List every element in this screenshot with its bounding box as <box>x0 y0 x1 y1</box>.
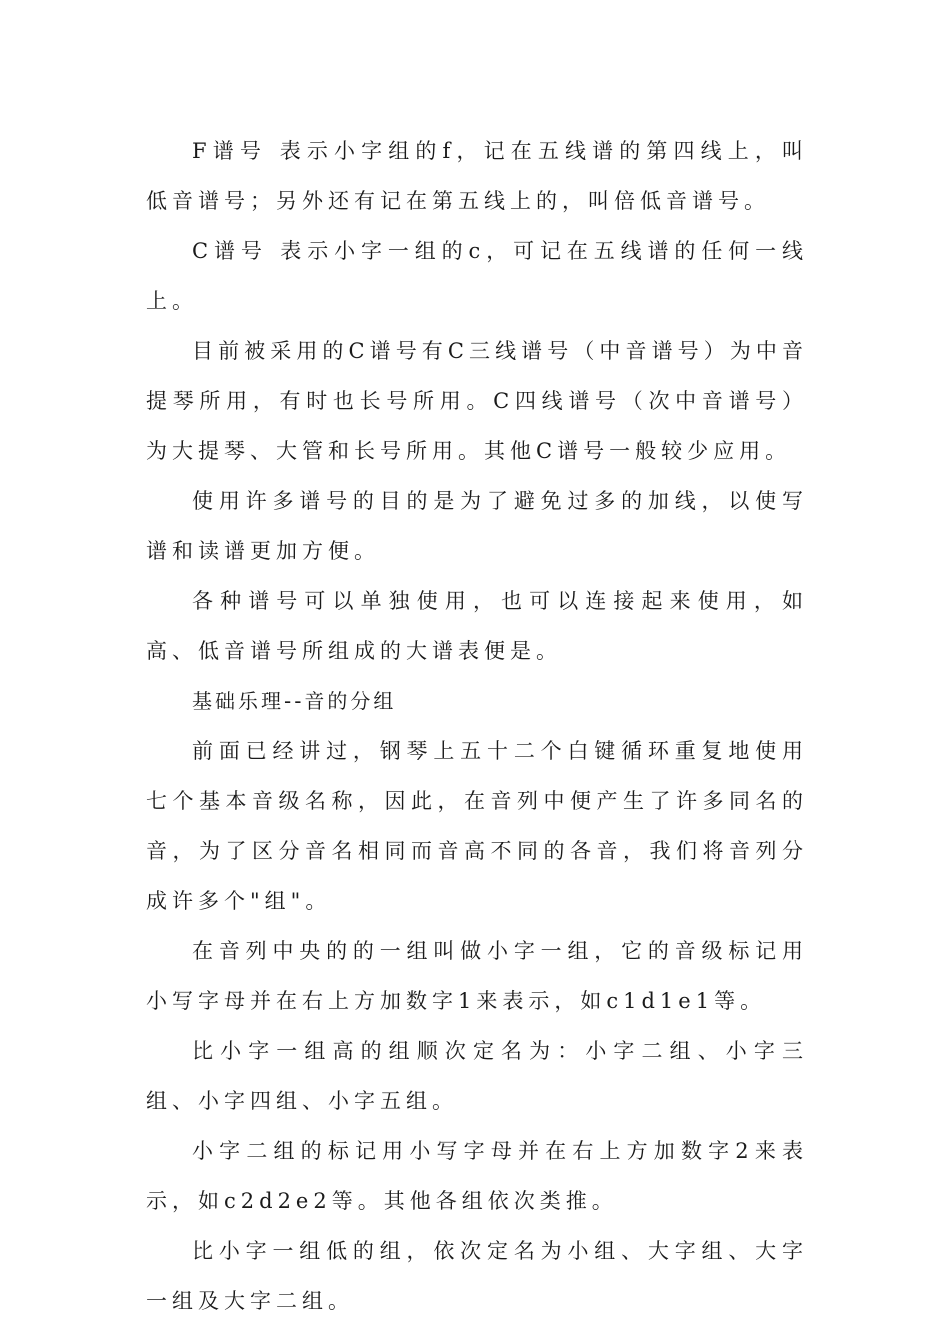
paragraph-group-two-notation: 小字二组的标记用小写字母并在右上方加数字2来表示，如c2d2e2等。其他各组依次类推。 <box>146 1139 808 1213</box>
document-body <box>146 126 808 1326</box>
section-heading: 基础乐理--音的分组 <box>192 689 397 713</box>
paragraph-f-clef: F谱号 表示小字组的f，记在五线谱的第四线上，叫低音谱号；另外还有记在第五线上的，叫倍低音谱号。 <box>146 139 808 213</box>
paragraph-middle-group: 在音列中央的的一组叫做小字一组，它的音级标记用小写字母并在右上方加数字1来表示，如c1d1e1等。 <box>146 939 808 1013</box>
paragraph-higher-groups: 比小字一组高的组顺次定名为：小字二组、小字三组、小字四组、小字五组。 <box>146 1039 808 1113</box>
paragraph-clef-combination: 各种谱号可以单独使用，也可以连接起来使用，如高、低音谱号所组成的大谱表便是。 <box>146 589 808 663</box>
paragraph-c-clef-usage: 目前被采用的C谱号有C三线谱号（中音谱号）为中音提琴所用，有时也长号所用。C四线谱号（次中音谱号）为大提琴、大管和长号所用。其他C谱号一般较少应用。 <box>146 339 808 463</box>
paragraph-lower-groups: 比小字一组低的组，依次定名为小组、大字组、大字一组及大字二组。 <box>146 1239 808 1313</box>
paragraph-clef-purpose: 使用许多谱号的目的是为了避免过多的加线，以使写谱和读谱更加方便。 <box>146 489 808 563</box>
paragraph-c-clef: C谱号 表示小字一组的c，可记在五线谱的任何一线上。 <box>146 239 808 313</box>
paragraph-piano-keys: 前面已经讲过，钢琴上五十二个白键循环重复地使用七个基本音级名称，因此，在音列中便产生了许多同名的音，为了区分音名相同而音高不同的各音，我们将音列分成许多个"组"。 <box>146 739 808 913</box>
